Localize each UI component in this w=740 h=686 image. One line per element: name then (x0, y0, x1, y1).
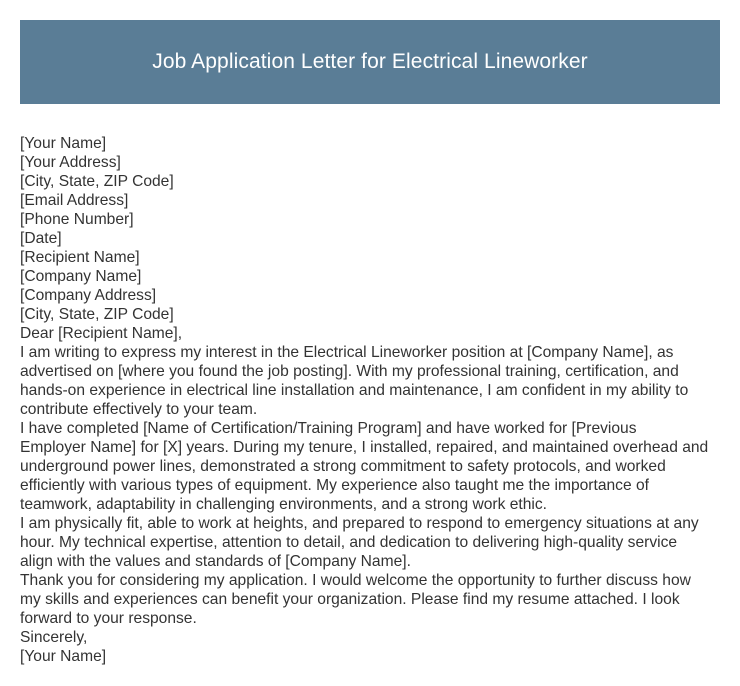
sender-name: [Your Name] (20, 135, 107, 152)
paragraph-line: I am physically fit, able to work at heights, and prepared to respond to emergency situations at any (20, 515, 699, 532)
paragraph-line: contribute effectively to your team. (20, 401, 258, 418)
paragraph-line: underground power lines, demonstrated a strong commitment to safety protocols, and worked (20, 458, 666, 475)
sender-phone: [Phone Number] (20, 211, 134, 228)
letter-header-banner (20, 20, 720, 104)
paragraph-line: I have completed [Name of Certification/Training Program] and have worked for [Previous (20, 420, 637, 437)
page-title: Job Application Letter for Electrical Lineworker (152, 50, 588, 73)
paragraph-line: forward to your response. (20, 610, 197, 627)
paragraph-line: Thank you for considering my application. I would welcome the opportunity to further discuss how (20, 572, 691, 589)
paragraph-experience (20, 419, 724, 514)
recipient-company-address: [Company Address] (20, 287, 157, 304)
salutation: Dear [Recipient Name], (20, 325, 183, 342)
paragraph-closing (20, 571, 724, 628)
paragraph-line: I am writing to express my interest in the Electrical Lineworker position at [Company Name], as (20, 344, 674, 361)
paragraph-line: advertised on [where you found the job posting]. With my professional training, certification, and (20, 363, 679, 380)
paragraph-line: hour. My technical expertise, attention to detail, and dedication to delivering high-quality service (20, 534, 678, 551)
paragraph-qualifications (20, 514, 724, 571)
recipient-name: [Recipient Name] (20, 249, 140, 266)
paragraph-intro (20, 343, 724, 419)
sender-city-state-zip: [City, State, ZIP Code] (20, 173, 174, 190)
paragraph-line: teamwork, adaptability in challenging environments, and a strong work ethic. (20, 496, 548, 513)
letter-date: [Date] (20, 230, 62, 247)
paragraph-line: my skills and experiences can benefit your organization. Please find my resume attached. I look (20, 591, 680, 608)
recipient-company: [Company Name] (20, 268, 142, 285)
paragraph-line: efficiently with various types of equipment. My experience also taught me the importance of (20, 477, 649, 494)
letter-body (20, 134, 724, 666)
paragraph-line: hands-on experience in electrical line installation and maintenance, I am confident in my ability to (20, 382, 689, 399)
paragraph-line: Employer Name] for [X] years. During my tenure, I installed, repaired, and maintained overhead and (20, 439, 709, 456)
signature: [Your Name] (20, 648, 107, 665)
closing: Sincerely, (20, 629, 88, 646)
paragraph-line: align with the values and standards of [Company Name]. (20, 553, 411, 570)
recipient-city-state-zip: [City, State, ZIP Code] (20, 306, 174, 323)
sender-email: [Email Address] (20, 192, 129, 209)
sender-address: [Your Address] (20, 154, 121, 171)
